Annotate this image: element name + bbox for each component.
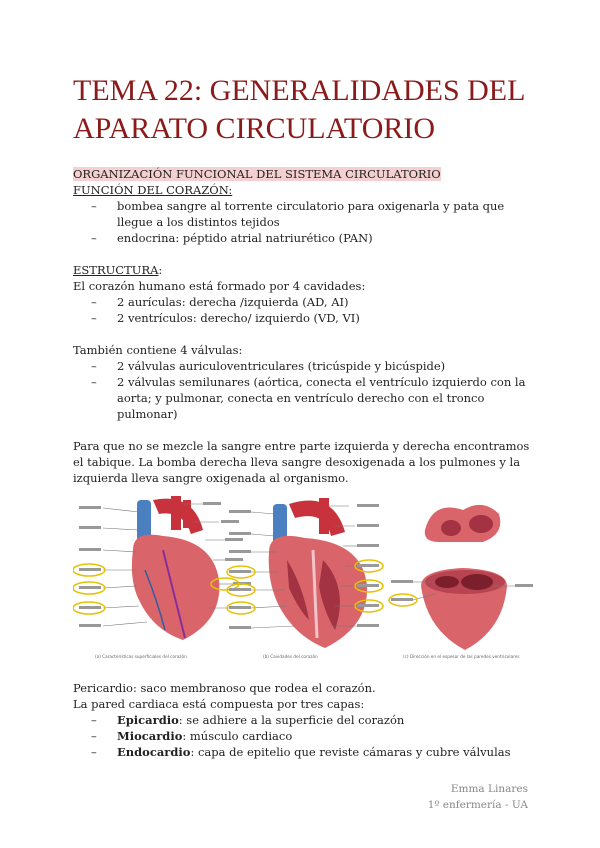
valves-intro: También contiene 4 válvulas:	[73, 343, 243, 357]
estructura-intro: El corazón humano está formado por 4 cavidades:	[73, 279, 366, 293]
heart-c-illustration	[389, 505, 533, 650]
list-item	[117, 712, 543, 728]
list-item: – 2 aurículas: derecha /izquierda (AD, AI)	[117, 294, 543, 310]
subsection-heading: FUNCIÓN DEL CORAZÓN:	[73, 183, 233, 197]
layer-term: Miocardio	[117, 729, 183, 743]
layer-desc: : capa de epitelio que reviste cámaras y cubre válvulas	[190, 745, 511, 759]
list-item: – 2 válvulas semilunares (aórtica, conecta el ventrículo izquierdo con la aorta; y pulmonar, conecta en ventrículo derecho con el tronco pulmonar)	[117, 374, 543, 422]
list-item: – 2 ventrículos: derecho/ izquierdo (VD, VI)	[117, 310, 543, 326]
page-title: TEMA 22: GENERALIDADES DEL APARATO CIRCULATORIO	[73, 74, 525, 145]
document-body: ORGANIZACIÓN FUNCIONAL DEL SISTEMA CIRCULATORIO FUNCIÓN DEL CORAZÓN: – bombea sangre al torrente circulatorio para oxigenarla y pata que llegue a los distintos tejidos – endocrina: péptido atrial natriurético (PAN) ESTRUCTURA: El corazón humano está formado por 4 cavidades: – 2 aurículas: derecha /izquierda (AD, AI) – 2 ventrículos: derecho/ izquierdo (VD, VI) También contiene 4 válvulas: – 2 válvulas auriculoventriculares (tricúspide y bicúspide) – 2 válvulas semilunares (aórtica, conecta el ventrículo izquierdo con la aorta; y pulmonar, conecta en ventrículo derecho con el tronco pulmonar) Para que no se mezcle la sangre entre parte izquierda y derecha encontramos el tabique. La bomba derecha lleva sangre desoxigenada a los pulmones y la izquierda lleva sangre oxigenada al organismo.	[73, 166, 543, 486]
section-heading: ORGANIZACIÓN FUNCIONAL DEL SISTEMA CIRCULATORIO	[73, 167, 441, 181]
course-label: 1º enfermería - UA	[427, 799, 528, 811]
figure-caption-b: (b) Cavidades del corazón	[263, 654, 318, 659]
heart-anatomy-figure	[73, 490, 533, 662]
author-name: Emma Linares	[450, 783, 528, 795]
layers-list	[73, 712, 543, 760]
layer-term: Epicardio	[117, 713, 179, 727]
function-list	[73, 198, 543, 246]
figure-caption-c: (c) Dirección en el espesor de las paredes ventriculares	[403, 654, 520, 659]
valves-list	[73, 358, 543, 422]
pericardio-line: Pericardio: saco membranoso que rodea el corazón.	[73, 681, 376, 695]
estructura-heading: ESTRUCTURA	[73, 263, 159, 277]
list-item: – bombea sangre al torrente circulatorio para oxigenarla y pata que llegue a los distintos tejidos	[117, 198, 543, 230]
layer-desc: : se adhiere a la superficie del corazón	[178, 713, 405, 727]
list-item	[117, 744, 543, 760]
septum-paragraph: Para que no se mezcle la sangre entre parte izquierda y derecha encontramos el tabique. La bomba derecha lleva sangre desoxigenada a los pulmones y la izquierda lleva sangre oxigenada al organismo.	[73, 439, 530, 485]
list-item: – 2 válvulas auriculoventriculares (tricúspide y bicúspide)	[117, 358, 543, 374]
layer-term: Endocardio	[117, 745, 191, 759]
figure-caption-a: (a) Características superficiales del corazón	[95, 654, 187, 659]
layer-desc: : músculo cardiaco	[182, 729, 293, 743]
heart-a-illustration	[73, 496, 251, 640]
list-item	[117, 728, 543, 744]
list-item: – endocrina: péptido atrial natriurético (PAN)	[117, 230, 543, 246]
heart-b-illustration	[227, 498, 383, 648]
wall-layers-intro: La pared cardiaca está compuesta por tres capas:	[73, 697, 365, 711]
cavities-list	[73, 294, 543, 326]
pericardio-section	[73, 680, 543, 760]
footer	[428, 781, 528, 813]
